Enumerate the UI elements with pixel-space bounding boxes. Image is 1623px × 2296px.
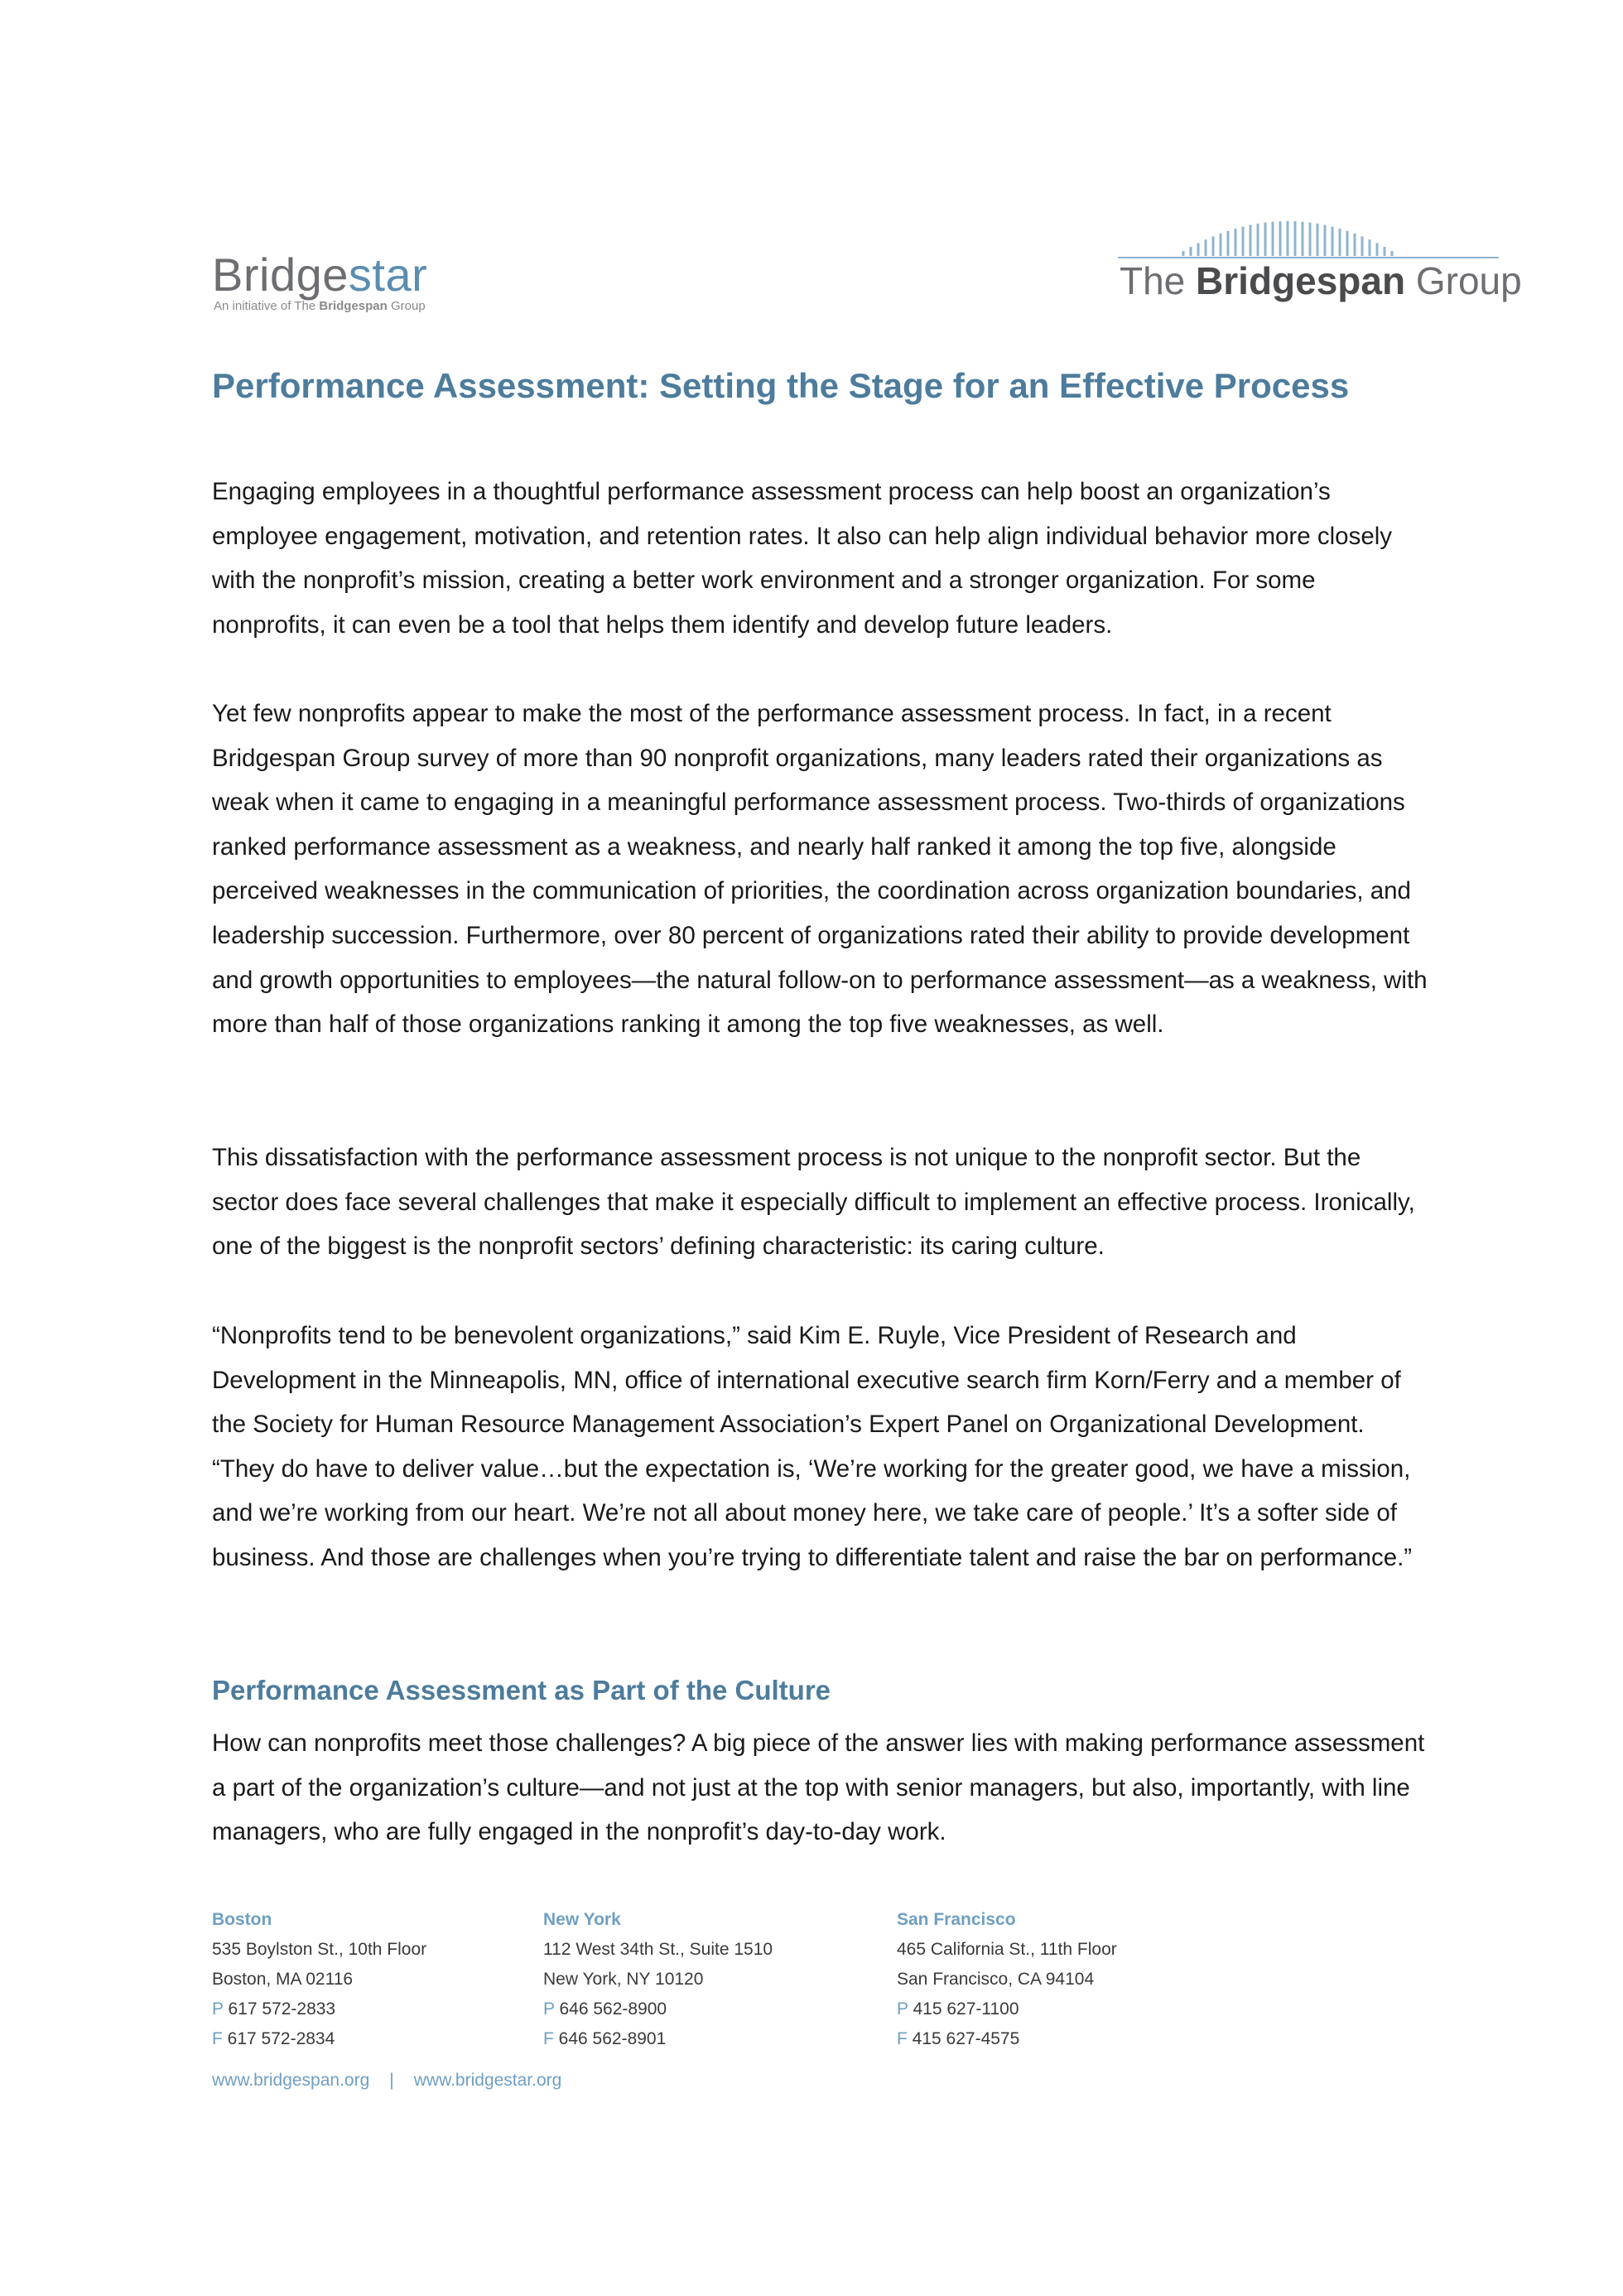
office-address-line2: San Francisco, CA 94104 <box>897 1970 1095 1989</box>
office-new-york <box>543 1905 773 2054</box>
fax-label: F <box>212 2029 223 2048</box>
office-address-line2: New York, NY 10120 <box>543 1970 704 1989</box>
bridgestar-logo <box>212 248 460 318</box>
phone-label: P <box>212 1999 224 2019</box>
paragraph-text: Yet few nonprofits appear to make the most of the performance assessment process. In fact, in a recent Bridgespan Group survey of more than 90 nonprofit organizations, many leaders rated their organizations as weak when it came to engaging in a meaningful performance assessment process. Two-thirds of organizations ranked performance assessment as a weakness, and nearly half ranked it among the top five, alongside perceived weaknesses in the communication of priorities, the coordination across organization boundaries, and leadership succession. Furthermore, over 80 percent of organizations rated their ability to provide development and growth opportunities to employees—the natural follow-on to performance assessment—as a weakness, with more than half of those organizations ranking it among the top five weaknesses, as well. <box>212 700 1428 1039</box>
body-paragraph-1 <box>212 470 1429 647</box>
bridgestar-tagline <box>214 299 426 313</box>
footer-links <box>212 2071 561 2091</box>
office-san-francisco <box>897 1905 1117 2054</box>
phone-number: 415 627-1100 <box>913 1999 1019 2019</box>
tagline-post: Group <box>387 299 426 313</box>
bridgespan-word-bridgespan: Bridgespan <box>1196 259 1406 302</box>
bridgespan-wordmark <box>1120 259 1522 302</box>
fax-label: F <box>543 2029 554 2048</box>
office-phone <box>543 1995 773 2024</box>
fax-number: 617 572-2834 <box>227 2029 335 2048</box>
office-phone <box>212 1995 426 2024</box>
body-paragraph-3 <box>212 1136 1429 1269</box>
page-title: Performance Assessment: Setting the Stage for an Effective Process <box>212 366 1350 405</box>
paragraph-text: Engaging employees in a thoughtful performance assessment process can help boost an organization’s employee engagement, motivation, and retention rates. It also can help align individual behavior more closely with the nonprofit’s mission, creating a better work environment and a stronger organization. For some nonprofits, it can even be a tool that helps them identify and develop future leaders. <box>212 478 1393 639</box>
bridgespan-word-the: The <box>1120 259 1197 302</box>
office-address-line1: 465 California St., 11th Floor <box>897 1940 1117 1959</box>
office-address-line1: 535 Boylston St., 10th Floor <box>212 1940 427 1959</box>
bridgestar-wordmark <box>212 248 427 301</box>
star-a <box>385 248 412 301</box>
bridge-icon <box>1118 219 1507 261</box>
bridgespan-logo <box>1118 219 1522 302</box>
office-fax <box>897 2024 1117 2054</box>
body-paragraph-2 <box>212 692 1429 1047</box>
office-fax <box>212 2024 426 2054</box>
office-city: New York <box>543 1910 621 1929</box>
fax-number: 646 562-8901 <box>558 2029 667 2048</box>
paragraph-text: This dissatisfaction with the performance assessment process is not unique to the nonprofit sector. But the sector does face several challenges that make it especially difficult to implement an effective process. Ironically, one of the biggest is the nonprofit sectors’ defining characteristic: its caring culture. <box>212 1144 1415 1261</box>
section-heading: Performance Assessment as Part of the Culture <box>212 1675 831 1705</box>
bridgestar-word-prefix: Bridge <box>212 248 349 301</box>
link-bridgespan[interactable]: www.bridgespan.org <box>212 2071 370 2090</box>
bridgestar-word-star: st <box>348 248 386 301</box>
phone-label: P <box>543 1999 555 2019</box>
body-paragraph-5 <box>212 1721 1429 1855</box>
phone-number: 617 572-2833 <box>228 1999 336 2019</box>
body-paragraph-4 <box>212 1314 1429 1580</box>
fax-number: 415 627-4575 <box>912 2029 1020 2048</box>
bridgestar-word-suffix: r <box>412 248 428 301</box>
paragraph-text: “Nonprofits tend to be benevolent organizations,” said Kim E. Ruyle, Vice President of Research and Development in the Minneapolis, MN, office of international executive search firm Korn/Ferry and a member of the Society for Human Resource Management Association’s Expert Panel on Organizational Development. “They do have to deliver value…but the expectation is, ‘We’re working for the greater good, we have a mission, and we’re working from our heart. We’re not all about money here, we take care of people.’ It’s a softer side of business. And those are challenges when you’re trying to differentiate talent and raise the bar on performance.” <box>212 1322 1413 1571</box>
link-bridgestar[interactable]: www.bridgestar.org <box>413 2071 562 2090</box>
tagline-bold: Bridgespan <box>319 299 388 313</box>
paragraph-text: How can nonprofits meet those challenges? A big piece of the answer lies with making performance assessment a part of the organization’s culture—and not just at the top with senior managers, but also, importantly, with line managers, who are fully engaged in the nonprofit’s day-to-day work. <box>212 1729 1425 1846</box>
phone-number: 646 562-8900 <box>559 1999 667 2019</box>
office-address-line2: Boston, MA 02116 <box>212 1970 354 1989</box>
office-boston <box>212 1905 426 2054</box>
bridgestar-word-a: a <box>385 248 412 301</box>
office-phone <box>897 1995 1117 2024</box>
phone-label: P <box>897 1999 908 2019</box>
bridgespan-word-group: Group <box>1405 259 1522 302</box>
office-fax <box>543 2024 773 2054</box>
footer-separator: | <box>389 2071 394 2090</box>
fax-label: F <box>897 2029 908 2048</box>
office-city: Boston <box>212 1910 272 1929</box>
tagline-pre: An initiative of The <box>214 299 320 313</box>
office-address-line1: 112 West 34th St., Suite 1510 <box>543 1940 773 1959</box>
office-city: San Francisco <box>897 1910 1016 1929</box>
